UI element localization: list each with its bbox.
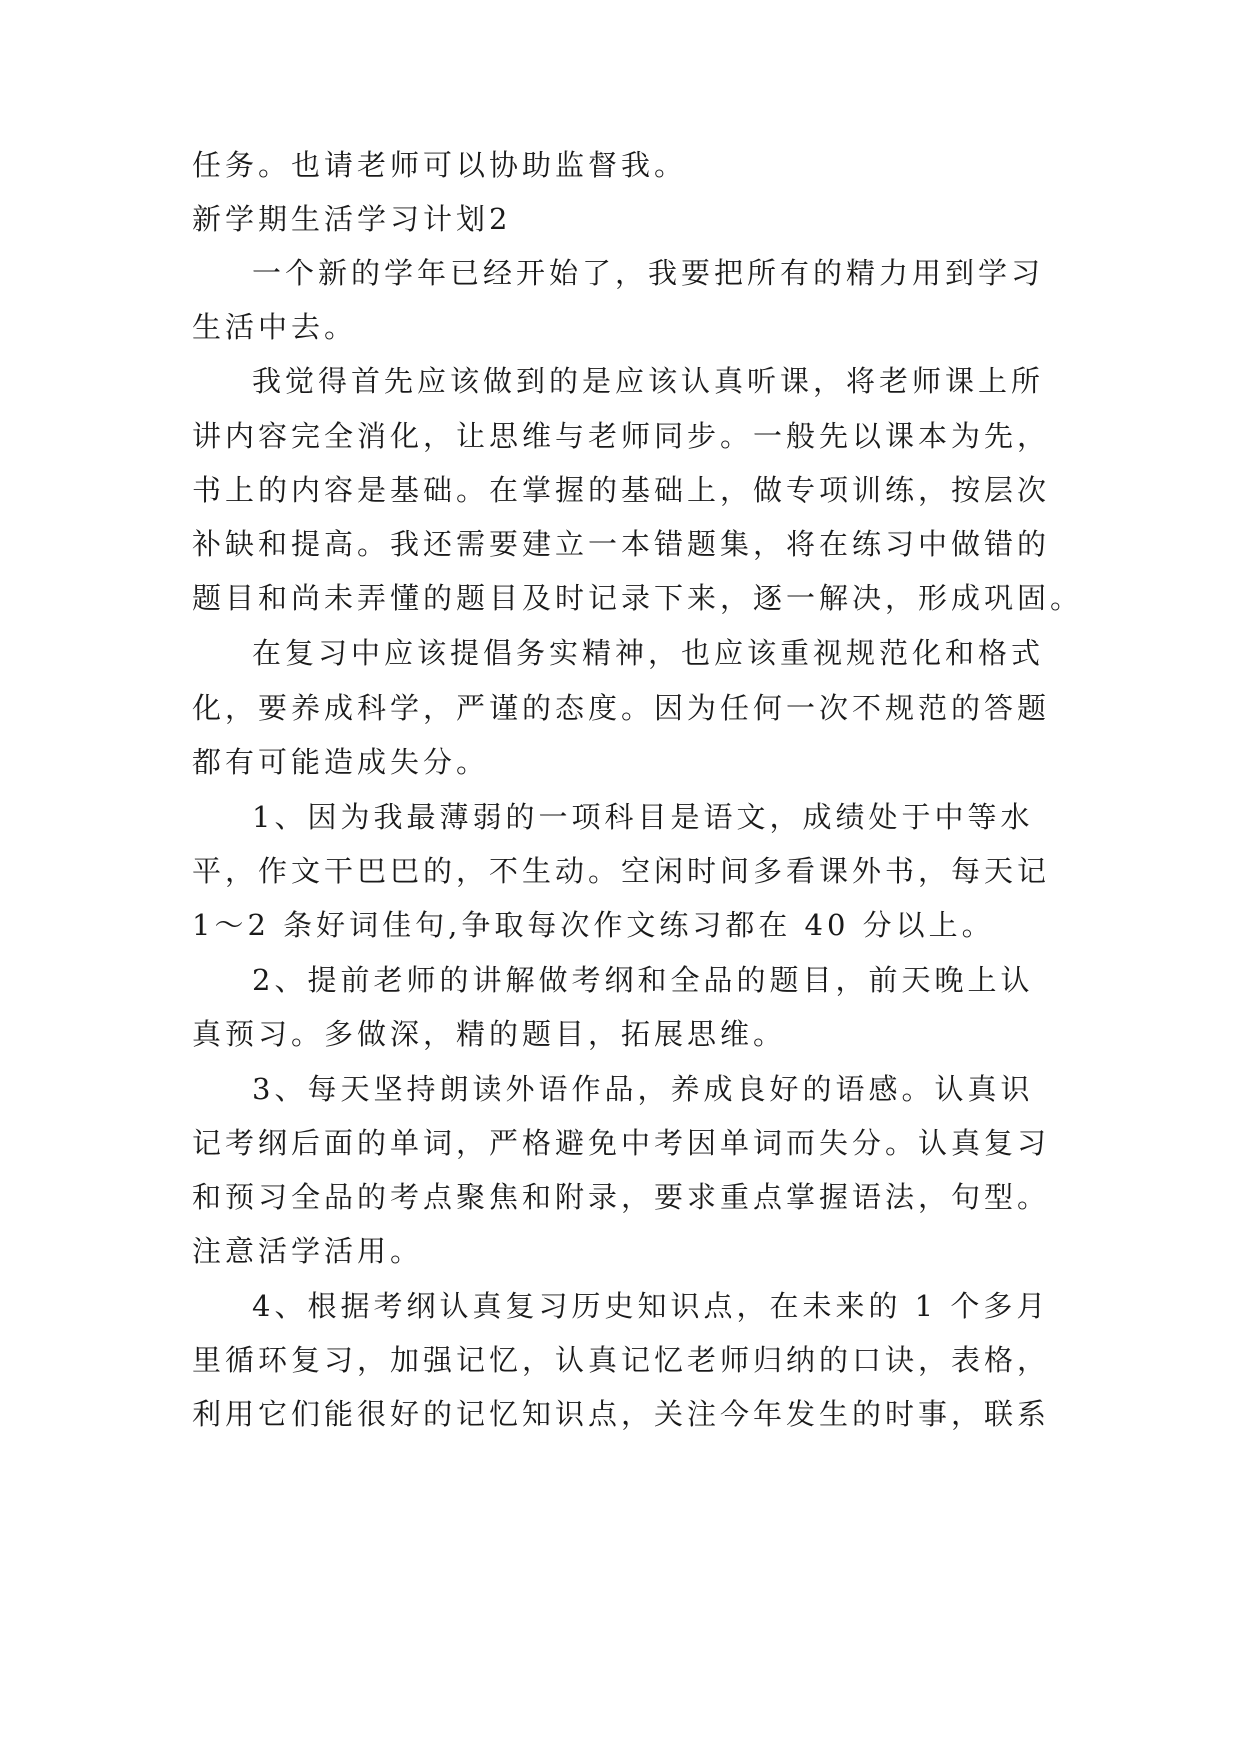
text-line: 都有可能造成失分。 (192, 745, 490, 779)
section-heading: 新学期生活学习计划2 (192, 202, 512, 236)
text-line: 记考纲后面的单词，严格避免中考因单词而失分。认真复习 (192, 1126, 1051, 1160)
text-line: 利用它们能很好的记忆知识点，关注今年发生的时事，联系 (192, 1397, 1051, 1431)
list-item-3: 3、每天坚持朗读外语作品，养成良好的语感。认真识 (252, 1072, 1034, 1106)
text-line: 和预习全品的考点聚焦和附录，要求重点掌握语法，句型。 (192, 1180, 1051, 1214)
text-line: 书上的内容是基础。在掌握的基础上，做专项训练，按层次 (192, 473, 1051, 507)
text-line: 平，作文干巴巴的，不生动。空闲时间多看课外书，每天记 (192, 854, 1051, 888)
list-item-1: 1、因为我最薄弱的一项科目是语文，成绩处于中等水 (252, 800, 1034, 834)
text-line: 化，要养成科学，严谨的态度。因为任何一次不规范的答题 (192, 691, 1051, 725)
paragraph-first-line: 我觉得首先应该做到的是应该认真听课，将老师课上所 (252, 364, 1045, 398)
text-line: 任务。也请老师可以协助监督我。 (192, 148, 688, 182)
text-line: 生活中去。 (192, 310, 358, 344)
text-line: 里循环复习，加强记忆，认真记忆老师归纳的口诀，表格， (192, 1343, 1051, 1377)
paragraph-first-line: 一个新的学年已经开始了，我要把所有的精力用到学习 (252, 256, 1045, 290)
text-line: 题目和尚未弄懂的题目及时记录下来，逐一解决，形成巩固。 (192, 581, 1084, 615)
text-line: 真预习。多做深，精的题目，拓展思维。 (192, 1017, 787, 1051)
list-item-2: 2、提前老师的讲解做考纲和全品的题目，前天晚上认 (252, 963, 1034, 997)
paragraph-first-line: 在复习中应该提倡务实精神，也应该重视规范化和格式 (252, 636, 1045, 670)
list-item-4: 4、根据考纲认真复习历史知识点，在未来的 1 个多月 (252, 1289, 1050, 1323)
text-line: 讲内容完全消化，让思维与老师同步。一般先以课本为先， (192, 419, 1051, 453)
text-line: 注意活学活用。 (192, 1234, 424, 1268)
text-line: 1～2 条好词佳句,争取每次作文练习都在 40 分以上。 (192, 908, 995, 942)
text-line: 补缺和提高。我还需要建立一本错题集，将在练习中做错的 (192, 527, 1051, 561)
